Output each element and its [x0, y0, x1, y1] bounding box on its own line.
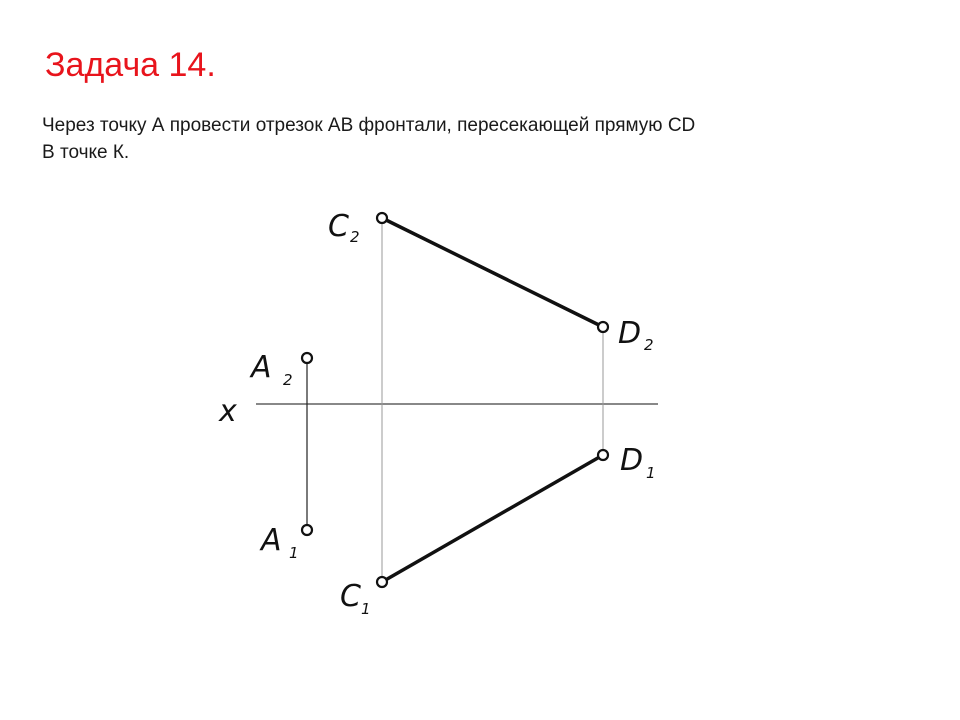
label-a1-index: 1 [289, 544, 299, 562]
point-c2-marker [377, 213, 387, 223]
label-a2-letter: A [251, 350, 272, 385]
label-c1-letter: C [340, 579, 361, 614]
label-a2-index: 2 [283, 371, 293, 389]
point-d1-marker [598, 450, 608, 460]
label-c2-index: 2 [350, 228, 360, 246]
label-d1-letter: D [620, 443, 644, 478]
x-axis-label: x [219, 394, 237, 429]
point-a2-marker [302, 353, 312, 363]
label-d2-letter: D [618, 316, 642, 351]
label-d2-index: 2 [644, 336, 654, 354]
task-line-2: В точке К. [42, 142, 130, 163]
point-c1-marker [377, 577, 387, 587]
segment-c2-d2 [382, 218, 603, 327]
label-a1-letter: A [261, 523, 282, 558]
label-d1-index: 1 [646, 464, 656, 482]
label-c1-index: 1 [361, 600, 371, 618]
label-c2-letter: C [328, 209, 349, 244]
point-a1-marker [302, 525, 312, 535]
page-title: Задача 14. [45, 46, 216, 84]
task-line-1: Через точку А провести отрезок АВ фронтали, пересекающей прямую CD [42, 115, 696, 136]
segment-c1-d1 [382, 455, 603, 582]
point-d2-marker [598, 322, 608, 332]
